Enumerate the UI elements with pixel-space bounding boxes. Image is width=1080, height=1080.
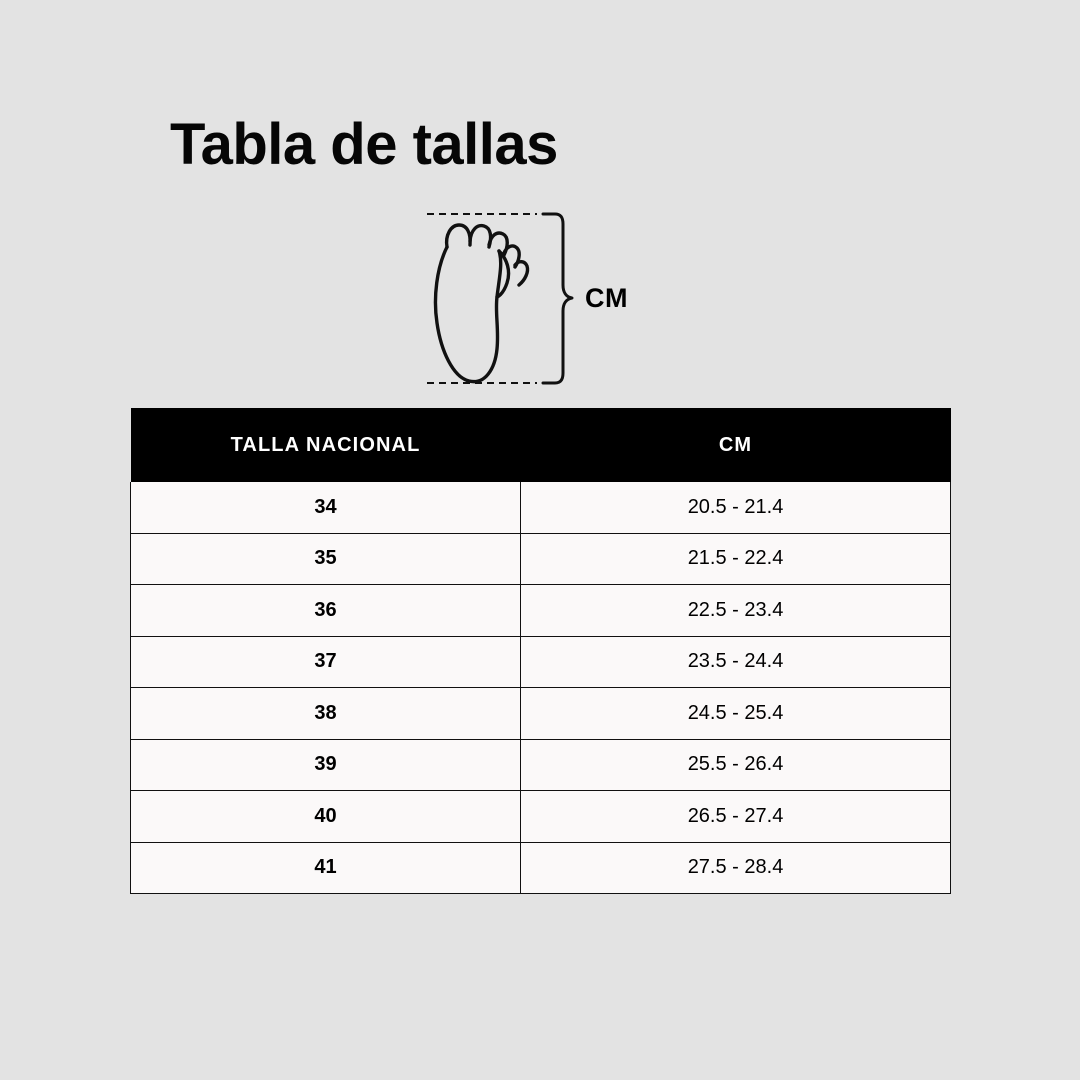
cell-talla: 36 xyxy=(131,585,521,637)
table-body xyxy=(131,482,951,894)
table-row xyxy=(131,688,951,740)
foot-outline-icon xyxy=(415,205,675,395)
page-title: Tabla de tallas xyxy=(170,112,558,177)
foot-measurement-diagram xyxy=(415,205,675,395)
cell-talla: 34 xyxy=(131,482,521,533)
cm-measure-label: CM xyxy=(585,283,628,313)
column-header-talla-nacional: TALLA NACIONAL xyxy=(131,408,521,482)
cell-cm: 23.5 - 24.4 xyxy=(521,636,951,688)
table-row xyxy=(131,533,951,585)
table-row xyxy=(131,791,951,843)
cell-cm: 21.5 - 22.4 xyxy=(521,533,951,585)
table-header xyxy=(131,408,951,482)
measurement-bracket-icon xyxy=(543,214,572,383)
cell-cm: 26.5 - 27.4 xyxy=(521,791,951,843)
cell-cm: 24.5 - 25.4 xyxy=(521,688,951,740)
cell-talla: 39 xyxy=(131,739,521,791)
table-row xyxy=(131,636,951,688)
cell-cm: 25.5 - 26.4 xyxy=(521,739,951,791)
table-header-row xyxy=(131,408,951,482)
table-row xyxy=(131,482,951,533)
cell-cm: 20.5 - 21.4 xyxy=(521,482,951,533)
size-table xyxy=(130,408,951,894)
table-row xyxy=(131,585,951,637)
table-row xyxy=(131,739,951,791)
column-header-cm: CM xyxy=(521,408,951,482)
cell-cm: 27.5 - 28.4 xyxy=(521,842,951,894)
cell-talla: 37 xyxy=(131,636,521,688)
cell-talla: 41 xyxy=(131,842,521,894)
cell-talla: 38 xyxy=(131,688,521,740)
dashed-guide-lines xyxy=(427,214,537,383)
table-row xyxy=(131,842,951,894)
cell-talla: 35 xyxy=(131,533,521,585)
cell-cm: 22.5 - 23.4 xyxy=(521,585,951,637)
cell-talla: 40 xyxy=(131,791,521,843)
